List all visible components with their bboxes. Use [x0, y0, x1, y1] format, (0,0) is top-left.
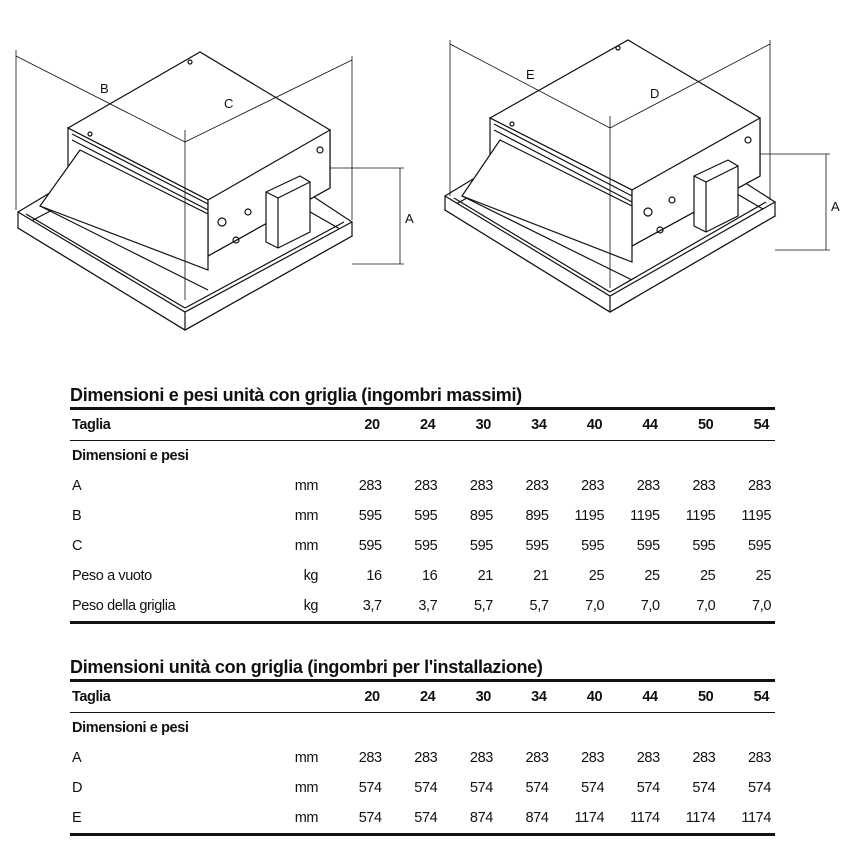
table2-header-label: Taglia [70, 681, 280, 713]
row-label: A [72, 478, 82, 494]
table1-size: 24 [386, 409, 442, 441]
cell-value: 283 [358, 478, 382, 494]
cell-value: 283 [469, 750, 493, 766]
cell-value: 595 [358, 508, 382, 524]
cell-value: 595 [414, 508, 438, 524]
cell-value: 874 [441, 803, 497, 835]
cell-value: 895 [525, 508, 549, 524]
left-dimension-c-label: C [224, 96, 234, 111]
cell-value: 21 [533, 568, 549, 584]
cell-value: 25 [755, 568, 771, 584]
cell-value: 1174 [664, 803, 720, 835]
row-unit: mm [294, 538, 319, 554]
table2-subheader-row [70, 713, 775, 744]
cell-value: 595 [636, 538, 660, 554]
table1-size: 44 [608, 409, 664, 441]
table-row [70, 561, 775, 591]
cell-value: 283 [414, 478, 438, 494]
table2-size: 40 [553, 681, 609, 713]
cell-value: 283 [692, 478, 716, 494]
table2-size: 34 [497, 681, 553, 713]
row-label: B [72, 508, 82, 524]
cell-value: 574 [386, 803, 442, 835]
cell-value: 7,0 [719, 591, 775, 623]
cell-value: 283 [358, 750, 382, 766]
row-unit: kg [280, 591, 330, 623]
cell-value: 1195 [630, 508, 660, 524]
cell-value: 283 [692, 750, 716, 766]
cell-value: 25 [588, 568, 605, 584]
table2-size: 24 [386, 681, 442, 713]
table1-size: 40 [553, 409, 609, 441]
table1-size: 54 [719, 409, 775, 441]
cell-value: 7,0 [553, 591, 609, 623]
cell-value: 283 [581, 750, 605, 766]
table1-size: 50 [664, 409, 720, 441]
table-row [70, 743, 775, 773]
table1-section [70, 383, 775, 624]
cell-value: 595 [581, 538, 605, 554]
table-row [70, 773, 775, 803]
cell-value: 1195 [741, 508, 771, 524]
table1-header-row [70, 409, 775, 441]
row-unit: mm [294, 780, 319, 796]
cell-value: 283 [525, 750, 549, 766]
cell-value: 283 [636, 750, 660, 766]
table1-size: 34 [497, 409, 553, 441]
table2-size: 20 [330, 681, 386, 713]
cell-value: 574 [414, 780, 438, 796]
table2-section [70, 655, 775, 836]
cell-value: 895 [469, 508, 493, 524]
row-label: C [72, 538, 83, 554]
left-dimension-b-label: B [100, 81, 109, 96]
row-unit: mm [294, 478, 319, 494]
cell-value: 574 [469, 780, 493, 796]
cell-value: 283 [525, 478, 549, 494]
cell-value: 25 [700, 568, 716, 584]
cell-value: 595 [358, 538, 382, 554]
table2-size: 44 [608, 681, 664, 713]
cell-value: 595 [525, 538, 549, 554]
table1 [70, 407, 775, 624]
cell-value: 574 [636, 780, 660, 796]
table2-size: 54 [719, 681, 775, 713]
cell-value: 283 [581, 478, 605, 494]
cell-value: 595 [692, 538, 716, 554]
right-dimension-e-label: E [526, 67, 535, 82]
cell-value: 5,7 [497, 591, 553, 623]
cell-value: 16 [421, 568, 438, 584]
cell-value: 1174 [608, 803, 664, 835]
cell-value: 595 [414, 538, 438, 554]
technical-drawings [0, 0, 850, 350]
cell-value: 283 [636, 478, 660, 494]
table2-subheader: Dimensioni e pesi [72, 720, 189, 736]
table2 [70, 679, 775, 836]
left-dimension-a-label: A [405, 211, 414, 226]
cell-value: 595 [748, 538, 771, 554]
right-dimension-d-label: D [650, 86, 660, 101]
table-row [70, 471, 775, 501]
row-unit: mm [294, 508, 319, 524]
row-unit: mm [294, 750, 319, 766]
table-row [70, 531, 775, 561]
table2-title: Dimensioni unità con griglia (ingombri per l'installazione) [70, 657, 543, 677]
table2-size: 30 [441, 681, 497, 713]
cell-value: 1174 [719, 803, 775, 835]
cell-value: 21 [477, 568, 493, 584]
row-unit: mm [280, 803, 330, 835]
cell-value: 7,0 [664, 591, 720, 623]
cell-value: 5,7 [441, 591, 497, 623]
row-label: Peso a vuoto [72, 568, 152, 584]
row-unit: kg [303, 568, 319, 584]
table1-subheader-row [70, 441, 775, 472]
table2-header-row [70, 681, 775, 713]
cell-value: 1174 [553, 803, 609, 835]
cell-value: 16 [366, 568, 382, 584]
row-label: Peso della griglia [70, 591, 280, 623]
cell-value: 283 [748, 750, 771, 766]
cell-value: 1195 [685, 508, 716, 524]
right-dimension-a-label: A [831, 199, 840, 214]
table1-title: Dimensioni e pesi unità con griglia (ingombri massimi) [70, 385, 522, 405]
cell-value: 25 [644, 568, 660, 584]
table-row [70, 591, 775, 623]
cell-value: 574 [358, 780, 382, 796]
cell-value: 574 [692, 780, 716, 796]
cell-value: 283 [748, 478, 771, 494]
cell-value: 7,0 [608, 591, 664, 623]
cell-value: 874 [497, 803, 553, 835]
table1-size: 20 [330, 409, 386, 441]
table1-header-label: Taglia [70, 409, 280, 441]
cell-value: 283 [469, 478, 493, 494]
cell-value: 595 [469, 538, 493, 554]
row-label: A [72, 750, 82, 766]
cell-value: 574 [748, 780, 771, 796]
row-label: D [72, 780, 83, 796]
cell-value: 574 [330, 803, 386, 835]
cell-value: 3,7 [330, 591, 386, 623]
table1-subheader: Dimensioni e pesi [72, 448, 189, 464]
cell-value: 574 [581, 780, 605, 796]
table1-size: 30 [441, 409, 497, 441]
row-label: E [70, 803, 280, 835]
cell-value: 283 [414, 750, 438, 766]
table-row [70, 803, 775, 835]
table2-size: 50 [664, 681, 720, 713]
cell-value: 1195 [574, 508, 605, 524]
table-row [70, 501, 775, 531]
cell-value: 574 [525, 780, 549, 796]
cell-value: 3,7 [386, 591, 442, 623]
